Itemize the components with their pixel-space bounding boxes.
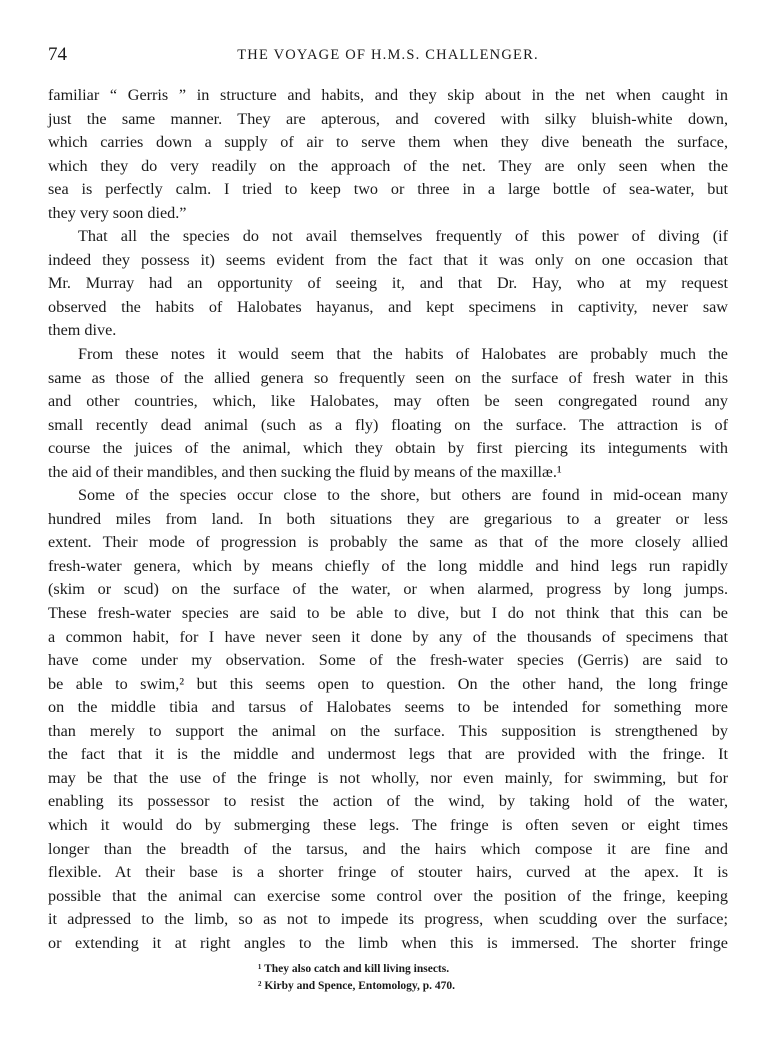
text-line: on the middle tibia and tarsus of Halobates seems to be intended for something more [48, 698, 728, 717]
text-line: which carries down a supply of air to serve them when they dive beneath the surface, [48, 133, 728, 152]
text-line: and other countries, which, like Halobates, may often be seen congregated round any [48, 392, 728, 411]
text-line: same as those of the allied genera so frequently seen on the surface of fresh water in this [48, 368, 728, 387]
text-line: That all the species do not avail themselves frequently of this power of diving (if [78, 227, 728, 246]
text-line: small recently dead animal (such as a fly) floating on the surface. The attraction is of [48, 415, 728, 434]
text-line: extent. Their mode of progression is probably the same as that of the more closely allied [48, 533, 728, 552]
text-line: have come under my observation. Some of the fresh-water species (Gerris) are said to [48, 651, 728, 670]
text-line: they very soon died.” [48, 203, 187, 222]
text-line: the fact that it is the middle and undermost legs that are provided with the fringe. It [48, 745, 728, 764]
footnotes [258, 961, 455, 995]
running-head: THE VOYAGE OF H.M.S. CHALLENGER. [237, 47, 539, 63]
text-line: sea is perfectly calm. I tried to keep two or three in a large bottle of sea-water, but [48, 180, 728, 199]
text-line: familiar “ Gerris ” in structure and habits, and they skip about in the net when caught in [48, 86, 728, 104]
text-line: longer than the breadth of the tarsus, and the hairs which compose it are fine and [48, 839, 728, 858]
text-line: These fresh-water species are said to be able to dive, but I do not think that this can be [48, 604, 728, 623]
page-number: 74 [48, 44, 67, 65]
text-line: fresh-water genera, which by means chiefly of the long middle and hind legs run rapidly [48, 556, 728, 575]
text-line: flexible. At their base is a shorter fringe of stouter hairs, curved at the apex. It is [48, 863, 728, 882]
text-line: them dive. [48, 321, 117, 340]
text-line: course the juices of the animal, which they obtain by first piercing its integuments with [48, 439, 728, 458]
footnote-1: ¹ They also catch and kill living insects. [258, 963, 450, 975]
text-line: be able to swim,² but this seems open to question. On the other hand, the long fringe [48, 674, 728, 693]
body-text [48, 84, 728, 955]
page-header [48, 44, 728, 68]
text-line: indeed they possess it) seems evident from the fact that it was only on one occasion that [48, 250, 728, 269]
text-line: which it would do by submerging these legs. The fringe is often seven or eight times [48, 815, 728, 834]
text-line: may be that the use of the fringe is not wholly, nor even mainly, for swimming, but for [48, 768, 728, 787]
text-line: than merely to support the animal on the surface. This supposition is strengthened by [48, 721, 728, 740]
text-line: enabling its possessor to resist the action of the wind, by taking hold of the water, [48, 792, 728, 811]
text-line: a common habit, for I have never seen it done by any of the thousands of specimens that [48, 627, 728, 646]
text-line: observed the habits of Halobates hayanus, and kept specimens in captivity, never saw [48, 297, 728, 316]
text-line: Mr. Murray had an opportunity of seeing it, and that Dr. Hay, who at my request [48, 274, 728, 293]
text-line: it adpressed to the limb, so as not to impede its progress, when scudding over the surface; [48, 910, 728, 929]
text-line: (skim or scud) on the surface of the water, or when alarmed, progress by long jumps. [48, 580, 728, 599]
footnote-2: ² Kirby and Spence, Entomology, p. 470. [258, 980, 456, 992]
text-line: just the same manner. They are apterous, and covered with silky bluish-white down, [48, 109, 728, 128]
text-line: Some of the species occur close to the shore, but others are found in mid-ocean many [78, 486, 728, 505]
text-line: hundred miles from land. In both situations they are gregarious to a greater or less [48, 509, 728, 528]
text-line: the aid of their mandibles, and then sucking the fluid by means of the maxillæ.¹ [48, 462, 562, 481]
text-line: possible that the animal can exercise some control over the position of the fringe, keeping [48, 886, 728, 905]
text-line: From these notes it would seem that the habits of Halobates are probably much the [78, 345, 728, 364]
text-line: which they do very readily on the approach of the net. They are only seen when the [48, 156, 728, 175]
text-line: or extending it at right angles to the limb when this is immersed. The shorter fringe [48, 933, 728, 952]
